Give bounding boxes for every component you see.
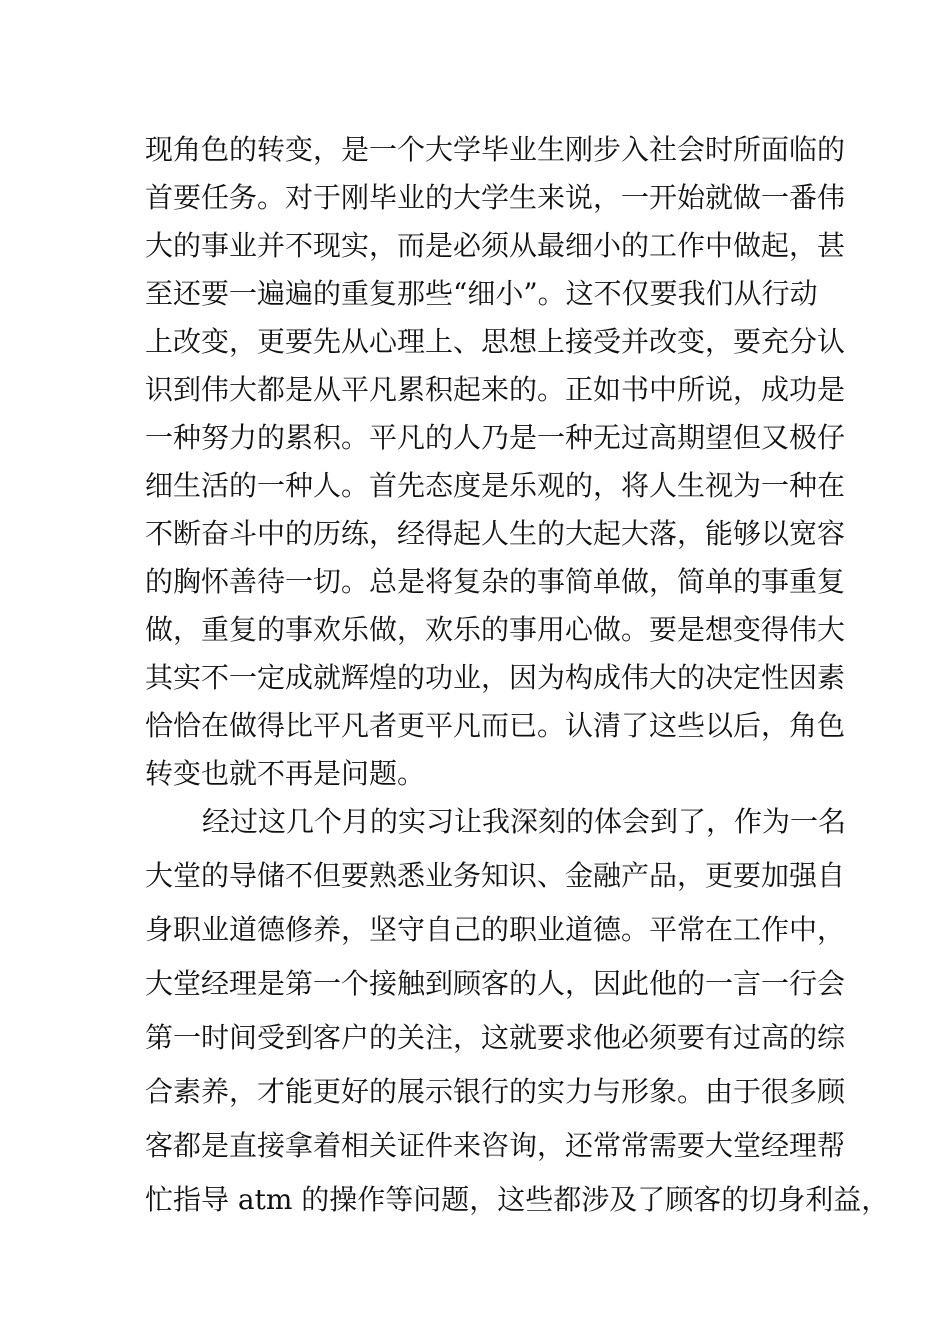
paragraph-1-line-1: 现角色的转变，是一个大学毕业生刚步入社会时所面临的 [145, 133, 846, 166]
paragraph-1-line-3: 大的事业并不现实，而是必须从最细小的工作中做起，甚 [145, 229, 846, 262]
paragraph-2-line-7: 客都是直接拿着相关证件来咨询，还常常需要大堂经理帮 [145, 1129, 846, 1162]
paragraph-2-line-5: 第一时间受到客户的关注，这就要求他必须要有过高的综 [145, 1021, 846, 1054]
paragraph-1-line-10: 的胸怀善待一切。总是将复杂的事简单做，简单的事重复 [145, 565, 846, 598]
paragraph-1-line-7: 一种努力的累积。平凡的人乃是一种无过高期望但又极仔 [145, 421, 846, 454]
paragraph-1-line-5: 上改变，更要先从心理上、思想上接受并改变，要充分认 [145, 325, 846, 358]
paragraph-1-line-11: 做，重复的事欢乐做，欢乐的事用心做。要是想变得伟大 [145, 613, 846, 646]
paragraph-1-line-9: 不断奋斗中的历练，经得起人生的大起大落，能够以宽容 [145, 517, 846, 550]
paragraph-1-line-6: 识到伟大都是从平凡累积起来的。正如书中所说，成功是 [145, 373, 846, 406]
paragraph-1-line-8: 细生活的一种人。首先态度是乐观的，将人生视为一种在 [145, 469, 846, 502]
paragraph-2-line-4: 大堂经理是第一个接触到顾客的人，因此他的一言一行会 [145, 967, 846, 1000]
paragraph-1-line-12: 其实不一定成就辉煌的功业，因为构成伟大的决定性因素 [145, 661, 846, 694]
paragraph-2-line-2: 大堂的导储不但要熟悉业务知识、金融产品，更要加强自 [145, 859, 846, 892]
paragraph-1-line-14: 转变也就不再是问题。 [145, 757, 426, 790]
paragraph-2-line-8: 忙指导 atm 的操作等问题，这些都涉及了顾客的切身利益， [145, 1183, 890, 1216]
paragraph-1-line-2: 首要任务。对于刚毕业的大学生来说，一开始就做一番伟 [145, 181, 846, 214]
paragraph-2-line-3: 身职业道德修养，坚守自己的职业道德。平常在工作中， [145, 913, 846, 946]
paragraph-2-line-6: 合素养，才能更好的展示银行的实力与形象。由于很多顾 [145, 1075, 846, 1108]
paragraph-2-line-1: 经过这几个月的实习让我深刻的体会到了，作为一名 [202, 805, 847, 838]
paragraph-1-line-13: 恰恰在做得比平凡者更平凡而已。认清了这些以后，角色 [145, 709, 846, 742]
paragraph-1-line-4: 至还要一遍遍的重复那些“细小”。这不仅要我们从行动 [145, 277, 818, 310]
